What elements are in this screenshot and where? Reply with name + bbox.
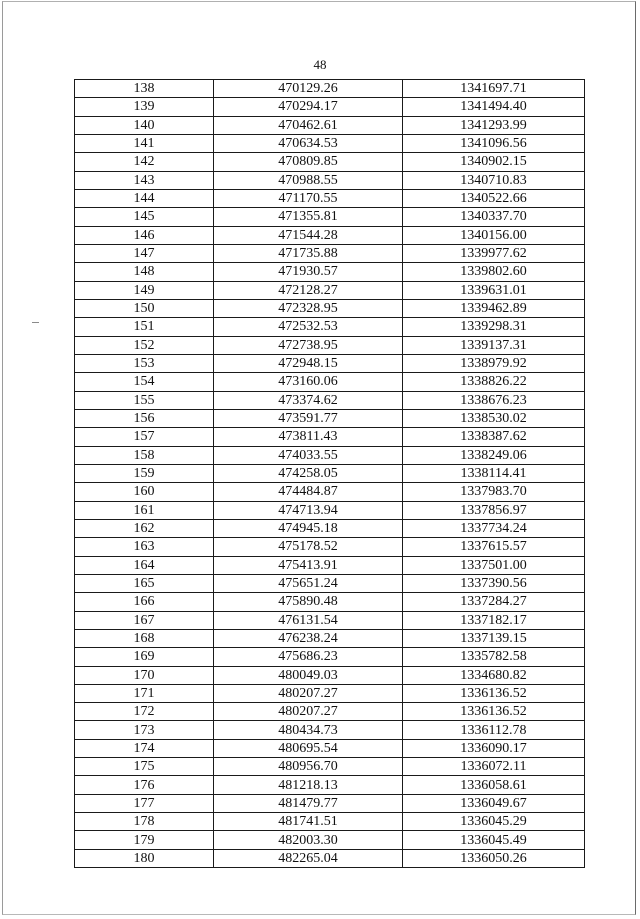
y-coordinate-cell: 1337182.17 (403, 611, 585, 629)
y-coordinate-cell: 1334680.82 (403, 666, 585, 684)
x-coordinate-cell: 476131.54 (214, 611, 403, 629)
table-row (75, 593, 585, 611)
table-row (75, 538, 585, 556)
point-number-cell: 149 (75, 281, 214, 299)
y-coordinate-cell: 1336072.11 (403, 758, 585, 776)
y-coordinate-cell: 1337856.97 (403, 501, 585, 519)
table-row (75, 80, 585, 98)
x-coordinate-cell: 480207.27 (214, 684, 403, 702)
table-row (75, 189, 585, 207)
table-row (75, 263, 585, 281)
y-coordinate-cell: 1340902.15 (403, 153, 585, 171)
point-number-cell: 151 (75, 318, 214, 336)
point-number-cell: 146 (75, 226, 214, 244)
table-row (75, 171, 585, 189)
y-coordinate-cell: 1338530.02 (403, 409, 585, 427)
y-coordinate-cell: 1341293.99 (403, 116, 585, 134)
x-coordinate-cell: 472532.53 (214, 318, 403, 336)
x-coordinate-cell: 472328.95 (214, 299, 403, 317)
table-row (75, 153, 585, 171)
x-coordinate-cell: 472128.27 (214, 281, 403, 299)
margin-mark (32, 322, 39, 323)
y-coordinate-cell: 1341494.40 (403, 98, 585, 116)
y-coordinate-cell: 1338979.92 (403, 354, 585, 372)
table-row (75, 831, 585, 849)
point-number-cell: 153 (75, 354, 214, 372)
x-coordinate-cell: 475686.23 (214, 648, 403, 666)
table-row (75, 281, 585, 299)
x-coordinate-cell: 475413.91 (214, 556, 403, 574)
y-coordinate-cell: 1339977.62 (403, 244, 585, 262)
x-coordinate-cell: 475890.48 (214, 593, 403, 611)
y-coordinate-cell: 1340522.66 (403, 189, 585, 207)
y-coordinate-cell: 1337390.56 (403, 574, 585, 592)
x-coordinate-cell: 471170.55 (214, 189, 403, 207)
x-coordinate-cell: 470988.55 (214, 171, 403, 189)
point-number-cell: 140 (75, 116, 214, 134)
point-number-cell: 138 (75, 80, 214, 98)
x-coordinate-cell: 482003.30 (214, 831, 403, 849)
table-row (75, 648, 585, 666)
y-coordinate-cell: 1336112.78 (403, 721, 585, 739)
point-number-cell: 174 (75, 739, 214, 757)
x-coordinate-cell: 471544.28 (214, 226, 403, 244)
y-coordinate-cell: 1337734.24 (403, 519, 585, 537)
y-coordinate-cell: 1340710.83 (403, 171, 585, 189)
point-number-cell: 156 (75, 409, 214, 427)
point-number-cell: 169 (75, 648, 214, 666)
point-number-cell: 143 (75, 171, 214, 189)
table-row (75, 556, 585, 574)
table-row (75, 794, 585, 812)
y-coordinate-cell: 1336136.52 (403, 684, 585, 702)
point-number-cell: 170 (75, 666, 214, 684)
table-row (75, 684, 585, 702)
y-coordinate-cell: 1340337.70 (403, 208, 585, 226)
coordinates-table-body (75, 80, 585, 868)
point-number-cell: 176 (75, 776, 214, 794)
table-row (75, 611, 585, 629)
y-coordinate-cell: 1339298.31 (403, 318, 585, 336)
y-coordinate-cell: 1338114.41 (403, 464, 585, 482)
x-coordinate-cell: 476238.24 (214, 629, 403, 647)
y-coordinate-cell: 1339631.01 (403, 281, 585, 299)
point-number-cell: 139 (75, 98, 214, 116)
x-coordinate-cell: 470809.85 (214, 153, 403, 171)
x-coordinate-cell: 475651.24 (214, 574, 403, 592)
x-coordinate-cell: 472948.15 (214, 354, 403, 372)
y-coordinate-cell: 1337983.70 (403, 483, 585, 501)
y-coordinate-cell: 1337501.00 (403, 556, 585, 574)
x-coordinate-cell: 470634.53 (214, 134, 403, 152)
y-coordinate-cell: 1340156.00 (403, 226, 585, 244)
table-row (75, 226, 585, 244)
x-coordinate-cell: 474713.94 (214, 501, 403, 519)
y-coordinate-cell: 1336136.52 (403, 703, 585, 721)
table-row (75, 666, 585, 684)
x-coordinate-cell: 475178.52 (214, 538, 403, 556)
point-number-cell: 142 (75, 153, 214, 171)
y-coordinate-cell: 1338387.62 (403, 428, 585, 446)
y-coordinate-cell: 1339462.89 (403, 299, 585, 317)
table-row (75, 373, 585, 391)
x-coordinate-cell: 480207.27 (214, 703, 403, 721)
table-row (75, 464, 585, 482)
point-number-cell: 148 (75, 263, 214, 281)
table-row (75, 318, 585, 336)
point-number-cell: 177 (75, 794, 214, 812)
x-coordinate-cell: 482265.04 (214, 849, 403, 867)
point-number-cell: 159 (75, 464, 214, 482)
x-coordinate-cell: 481479.77 (214, 794, 403, 812)
table-row (75, 574, 585, 592)
point-number-cell: 166 (75, 593, 214, 611)
point-number-cell: 154 (75, 373, 214, 391)
x-coordinate-cell: 474945.18 (214, 519, 403, 537)
x-coordinate-cell: 480434.73 (214, 721, 403, 739)
coordinates-table (74, 79, 585, 868)
page-number: 48 (313, 57, 327, 72)
point-number-cell: 178 (75, 813, 214, 831)
point-number-cell: 141 (75, 134, 214, 152)
x-coordinate-cell: 470129.26 (214, 80, 403, 98)
x-coordinate-cell: 480049.03 (214, 666, 403, 684)
table-row (75, 428, 585, 446)
x-coordinate-cell: 474258.05 (214, 464, 403, 482)
y-coordinate-cell: 1341697.71 (403, 80, 585, 98)
x-coordinate-cell: 471930.57 (214, 263, 403, 281)
table-row (75, 629, 585, 647)
x-coordinate-cell: 473591.77 (214, 409, 403, 427)
table-row (75, 446, 585, 464)
y-coordinate-cell: 1338249.06 (403, 446, 585, 464)
table-row (75, 758, 585, 776)
point-number-cell: 158 (75, 446, 214, 464)
x-coordinate-cell: 481741.51 (214, 813, 403, 831)
point-number-cell: 165 (75, 574, 214, 592)
table-row (75, 208, 585, 226)
table-row (75, 849, 585, 867)
table-row (75, 116, 585, 134)
x-coordinate-cell: 474033.55 (214, 446, 403, 464)
y-coordinate-cell: 1341096.56 (403, 134, 585, 152)
table-row (75, 519, 585, 537)
x-coordinate-cell: 481218.13 (214, 776, 403, 794)
point-number-cell: 168 (75, 629, 214, 647)
table-row (75, 391, 585, 409)
y-coordinate-cell: 1335782.58 (403, 648, 585, 666)
point-number-cell: 144 (75, 189, 214, 207)
y-coordinate-cell: 1336045.29 (403, 813, 585, 831)
y-coordinate-cell: 1338826.22 (403, 373, 585, 391)
x-coordinate-cell: 473160.06 (214, 373, 403, 391)
table-row (75, 299, 585, 317)
y-coordinate-cell: 1336045.49 (403, 831, 585, 849)
table-row (75, 336, 585, 354)
x-coordinate-cell: 472738.95 (214, 336, 403, 354)
y-coordinate-cell: 1338676.23 (403, 391, 585, 409)
point-number-cell: 163 (75, 538, 214, 556)
table-row (75, 409, 585, 427)
table-row (75, 354, 585, 372)
y-coordinate-cell: 1339137.31 (403, 336, 585, 354)
x-coordinate-cell: 480695.54 (214, 739, 403, 757)
x-coordinate-cell: 470294.17 (214, 98, 403, 116)
table-row (75, 483, 585, 501)
table-row (75, 776, 585, 794)
table-row (75, 703, 585, 721)
y-coordinate-cell: 1336049.67 (403, 794, 585, 812)
y-coordinate-cell: 1336058.61 (403, 776, 585, 794)
point-number-cell: 167 (75, 611, 214, 629)
table-row (75, 134, 585, 152)
point-number-cell: 173 (75, 721, 214, 739)
point-number-cell: 164 (75, 556, 214, 574)
point-number-cell: 172 (75, 703, 214, 721)
point-number-cell: 145 (75, 208, 214, 226)
y-coordinate-cell: 1337139.15 (403, 629, 585, 647)
table-row (75, 244, 585, 262)
point-number-cell: 160 (75, 483, 214, 501)
x-coordinate-cell: 473374.62 (214, 391, 403, 409)
y-coordinate-cell: 1337615.57 (403, 538, 585, 556)
y-coordinate-cell: 1339802.60 (403, 263, 585, 281)
point-number-cell: 162 (75, 519, 214, 537)
point-number-cell: 157 (75, 428, 214, 446)
y-coordinate-cell: 1336090.17 (403, 739, 585, 757)
point-number-cell: 179 (75, 831, 214, 849)
point-number-cell: 180 (75, 849, 214, 867)
point-number-cell: 152 (75, 336, 214, 354)
table-row (75, 501, 585, 519)
point-number-cell: 147 (75, 244, 214, 262)
table-row (75, 739, 585, 757)
x-coordinate-cell: 471355.81 (214, 208, 403, 226)
y-coordinate-cell: 1337284.27 (403, 593, 585, 611)
y-coordinate-cell: 1336050.26 (403, 849, 585, 867)
x-coordinate-cell: 480956.70 (214, 758, 403, 776)
table-row (75, 721, 585, 739)
point-number-cell: 161 (75, 501, 214, 519)
point-number-cell: 175 (75, 758, 214, 776)
x-coordinate-cell: 473811.43 (214, 428, 403, 446)
point-number-cell: 171 (75, 684, 214, 702)
x-coordinate-cell: 471735.88 (214, 244, 403, 262)
table-row (75, 813, 585, 831)
point-number-cell: 150 (75, 299, 214, 317)
x-coordinate-cell: 474484.87 (214, 483, 403, 501)
x-coordinate-cell: 470462.61 (214, 116, 403, 134)
point-number-cell: 155 (75, 391, 214, 409)
table-row (75, 98, 585, 116)
